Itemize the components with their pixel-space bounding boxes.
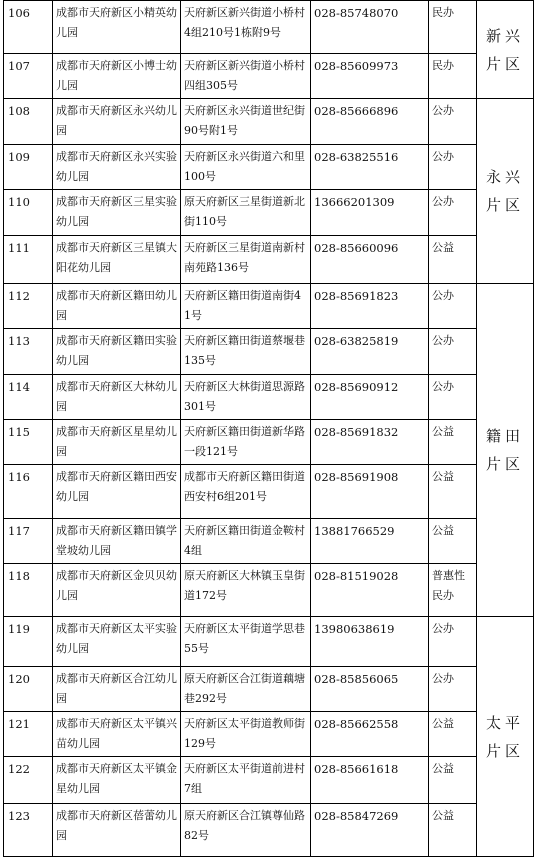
kindergarten-phone: 13666201309: [311, 190, 429, 236]
kindergarten-type: 公益: [429, 420, 477, 465]
kindergarten-phone: 028-85661618: [311, 757, 429, 804]
kindergarten-address: 成都市天府新区籍田街道西安村6组201号: [181, 465, 311, 519]
table-row: [4, 1, 534, 54]
district-label: 籍田片区: [477, 284, 534, 617]
row-number: 122: [4, 757, 53, 804]
table-row: [4, 284, 534, 329]
table-row: [4, 617, 534, 667]
kindergarten-phone: 028-85748070: [311, 1, 429, 54]
kindergarten-phone: 028-81519028: [311, 564, 429, 617]
kindergarten-type: 普惠性民办: [429, 564, 477, 617]
table-row: [4, 757, 534, 804]
kindergarten-address: 天府新区永兴街道六和里100号: [181, 145, 311, 190]
row-number: 106: [4, 1, 53, 54]
row-number: 110: [4, 190, 53, 236]
kindergarten-type: 公办: [429, 329, 477, 375]
kindergarten-type: 公益: [429, 519, 477, 564]
kindergarten-phone: 13980638619: [311, 617, 429, 667]
kindergarten-type: 公益: [429, 804, 477, 857]
kindergarten-type: 公办: [429, 667, 477, 712]
kindergarten-name: 成都市天府新区永兴幼儿园: [53, 99, 181, 145]
kindergarten-name: 成都市天府新区金贝贝幼儿园: [53, 564, 181, 617]
row-number: 119: [4, 617, 53, 667]
kindergarten-address: 天府新区三星街道南新村南苑路136号: [181, 236, 311, 284]
kindergarten-type: 公益: [429, 465, 477, 519]
row-number: 114: [4, 375, 53, 420]
kindergarten-name: 成都市天府新区籍田西安幼儿园: [53, 465, 181, 519]
kindergarten-name: 成都市天府新区太平实验幼儿园: [53, 617, 181, 667]
row-number: 115: [4, 420, 53, 465]
kindergarten-phone: 028-85691823: [311, 284, 429, 329]
kindergarten-name: 成都市天府新区籍田镇学堂坡幼儿园: [53, 519, 181, 564]
kindergarten-type: 公办: [429, 617, 477, 667]
kindergarten-name: 成都市天府新区永兴实验幼儿园: [53, 145, 181, 190]
kindergarten-phone: 028-85691908: [311, 465, 429, 519]
table-row: [4, 667, 534, 712]
kindergarten-phone: 028-85856065: [311, 667, 429, 712]
kindergarten-phone: 028-85609973: [311, 54, 429, 99]
kindergarten-address: 天府新区籍田街道南街41号: [181, 284, 311, 329]
kindergarten-phone: 028-63825516: [311, 145, 429, 190]
kindergarten-phone: 028-85847269: [311, 804, 429, 857]
row-number: 112: [4, 284, 53, 329]
row-number: 107: [4, 54, 53, 99]
kindergarten-phone: 028-63825819: [311, 329, 429, 375]
kindergarten-type: 公办: [429, 375, 477, 420]
kindergarten-phone: 028-85666896: [311, 99, 429, 145]
kindergarten-address: 天府新区太平街道教师街129号: [181, 712, 311, 757]
row-number: 108: [4, 99, 53, 145]
kindergarten-address: 天府新区籍田街道金鞍村4组: [181, 519, 311, 564]
kindergarten-name: 成都市天府新区太平镇兴苗幼儿园: [53, 712, 181, 757]
kindergarten-address: 天府新区新兴街道小桥村4组210号1栋附9号: [181, 1, 311, 54]
table-row: [4, 236, 534, 284]
table-row: [4, 99, 534, 145]
kindergarten-name: 成都市天府新区太平镇金星幼儿园: [53, 757, 181, 804]
kindergarten-address: 天府新区籍田街道新华路一段121号: [181, 420, 311, 465]
row-number: 116: [4, 465, 53, 519]
kindergarten-type: 公益: [429, 236, 477, 284]
kindergarten-name: 成都市天府新区三星实验幼儿园: [53, 190, 181, 236]
table-row: [4, 712, 534, 757]
kindergarten-name: 成都市天府新区蓓蕾幼儿园: [53, 804, 181, 857]
table-row: [4, 145, 534, 190]
kindergarten-name: 成都市天府新区籍田幼儿园: [53, 284, 181, 329]
kindergarten-type: 公办: [429, 284, 477, 329]
kindergarten-name: 成都市天府新区小精英幼儿园: [53, 1, 181, 54]
row-number: 113: [4, 329, 53, 375]
kindergarten-address: 原天府新区三星街道新北街110号: [181, 190, 311, 236]
kindergarten-name: 成都市天府新区小博士幼儿园: [53, 54, 181, 99]
kindergarten-phone: 028-85660096: [311, 236, 429, 284]
kindergarten-address: 天府新区永兴街道世纪街90号附1号: [181, 99, 311, 145]
kindergarten-address: 天府新区大林街道思源路301号: [181, 375, 311, 420]
kindergarten-address: 天府新区籍田街道蔡堰巷135号: [181, 329, 311, 375]
row-number: 123: [4, 804, 53, 857]
kindergarten-type: 民办: [429, 1, 477, 54]
kindergarten-type: 民办: [429, 54, 477, 99]
kindergarten-name: 成都市天府新区合江幼儿园: [53, 667, 181, 712]
kindergarten-phone: 028-85690912: [311, 375, 429, 420]
table-row: [4, 420, 534, 465]
kindergarten-address: 天府新区太平街道学思巷55号: [181, 617, 311, 667]
kindergarten-address: 原天府新区大林镇玉皇街道172号: [181, 564, 311, 617]
kindergarten-address: 原天府新区合江镇尊仙路82号: [181, 804, 311, 857]
table-row: [4, 190, 534, 236]
district-label: 永兴片区: [477, 99, 534, 284]
kindergarten-type: 公益: [429, 757, 477, 804]
kindergarten-type: 公办: [429, 190, 477, 236]
row-number: 120: [4, 667, 53, 712]
kindergarten-name: 成都市天府新区籍田实验幼儿园: [53, 329, 181, 375]
table-row: [4, 54, 534, 99]
kindergarten-address: 天府新区太平街道前进村7组: [181, 757, 311, 804]
table-body: [4, 1, 534, 857]
row-number: 117: [4, 519, 53, 564]
kindergarten-name: 成都市天府新区星星幼儿园: [53, 420, 181, 465]
row-number: 111: [4, 236, 53, 284]
kindergarten-type: 公办: [429, 145, 477, 190]
kindergarten-address: 原天府新区合江街道藕塘巷292号: [181, 667, 311, 712]
table-row: [4, 329, 534, 375]
row-number: 118: [4, 564, 53, 617]
table-row: [4, 519, 534, 564]
table-row: [4, 465, 534, 519]
kindergarten-phone: 028-85662558: [311, 712, 429, 757]
row-number: 109: [4, 145, 53, 190]
kindergarten-name: 成都市天府新区三星镇大阳花幼儿园: [53, 236, 181, 284]
kindergarten-address: 天府新区新兴街道小桥村四组305号: [181, 54, 311, 99]
kindergarten-phone: 13881766529: [311, 519, 429, 564]
kindergarten-type: 公益: [429, 712, 477, 757]
district-label: 太平片区: [477, 617, 534, 857]
kindergarten-name: 成都市天府新区大林幼儿园: [53, 375, 181, 420]
kindergarten-phone: 028-85691832: [311, 420, 429, 465]
row-number: 121: [4, 712, 53, 757]
kindergarten-type: 公办: [429, 99, 477, 145]
kindergarten-table: [3, 0, 534, 857]
table-row: [4, 375, 534, 420]
table-row: [4, 564, 534, 617]
district-label: 新兴片区: [477, 1, 534, 99]
